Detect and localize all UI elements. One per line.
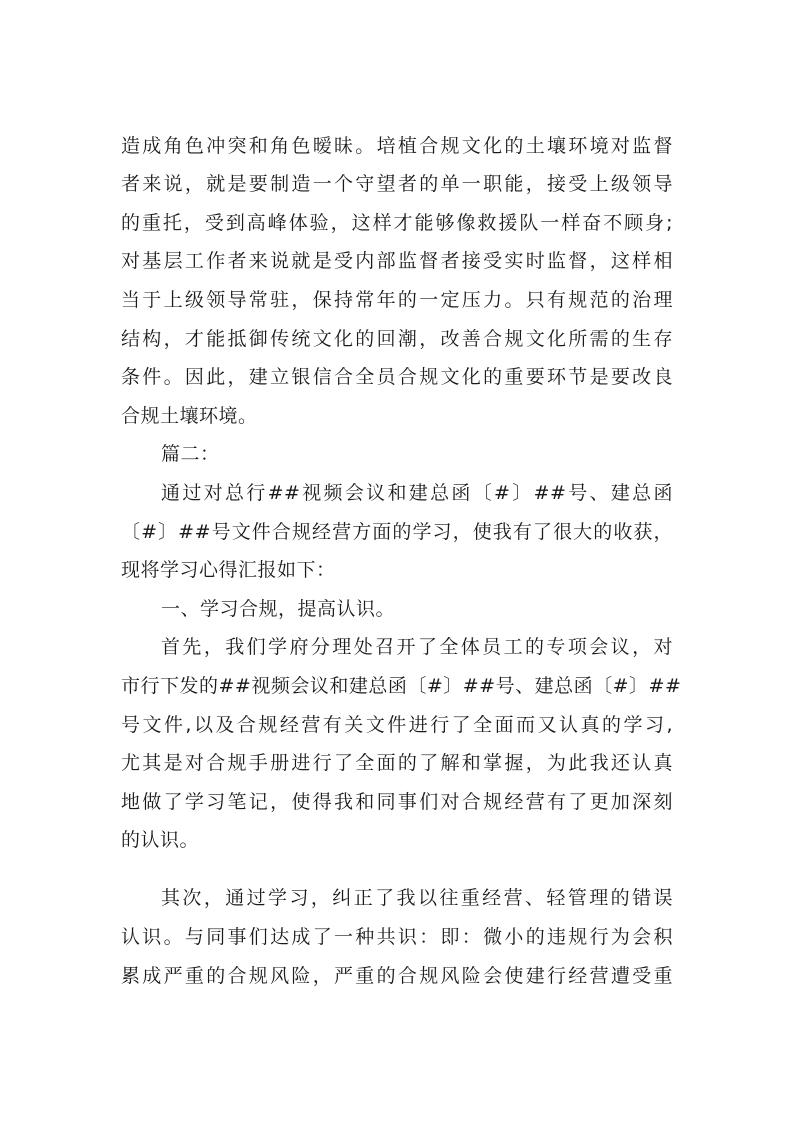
text-line: 首先，我们学府分理处召开了全体员工的专项会议，对 xyxy=(161,636,673,658)
text-line: 结构，才能抵御传统文化的回潮，改善合规文化所需的生存 xyxy=(121,328,673,350)
text-line: 市行下发的##视频会议和建总函〔#〕##号、建总函〔#〕## xyxy=(121,675,682,697)
text-line: 认识。与同事们达成了一种共识：即：微小的违规行为会积 xyxy=(121,926,673,948)
text-line: 当于上级领导常驻，保持常年的一定压力。只有规范的治理 xyxy=(121,289,673,311)
text-line: 号文件,以及合规经营有关文件进行了全面而又认真的学习, xyxy=(121,714,673,736)
text-line: 造成角色冲突和角色暧昧。培植合规文化的土壤环境对监督 xyxy=(121,135,673,157)
text-line: 尤其是对合规手册进行了全面的了解和掌握，为此我还认真 xyxy=(121,752,673,774)
text-line: 累成严重的合规风险，严重的合规风险会使建行经营遭受重 xyxy=(121,965,673,987)
text-line: 合规土壤环境。 xyxy=(121,405,258,427)
subsection-heading: 一、学习合规，提高认识。 xyxy=(161,598,396,620)
text-line: 地做了学习笔记，使得我和同事们对合规经营有了更加深刻 xyxy=(121,791,673,813)
section-heading: 篇二： xyxy=(161,443,220,465)
text-line: 条件。因此，建立银信合全员合规文化的重要环节是要改良 xyxy=(121,366,673,388)
text-line: 〔#〕##号文件合规经营方面的学习，使我有了很大的收获， xyxy=(121,521,673,543)
text-line: 的认识。 xyxy=(121,829,200,851)
text-line: 其次，通过学习，纠正了我以往重经营、轻管理的错误 xyxy=(161,887,673,909)
text-line: 通过对总行##视频会议和建总函〔#〕##号、建总函 xyxy=(161,482,673,504)
text-line: 者来说，就是要制造一个守望者的单一职能，接受上级领导 xyxy=(121,173,673,195)
text-line: 现将学习心得汇报如下： xyxy=(121,559,336,581)
text-line: 的重托，受到高峰体验，这样才能够像救援队一样奋不顾身; xyxy=(121,212,673,234)
text-line: 对基层工作者来说就是受内部监督者接受实时监督，这样相 xyxy=(121,250,673,272)
